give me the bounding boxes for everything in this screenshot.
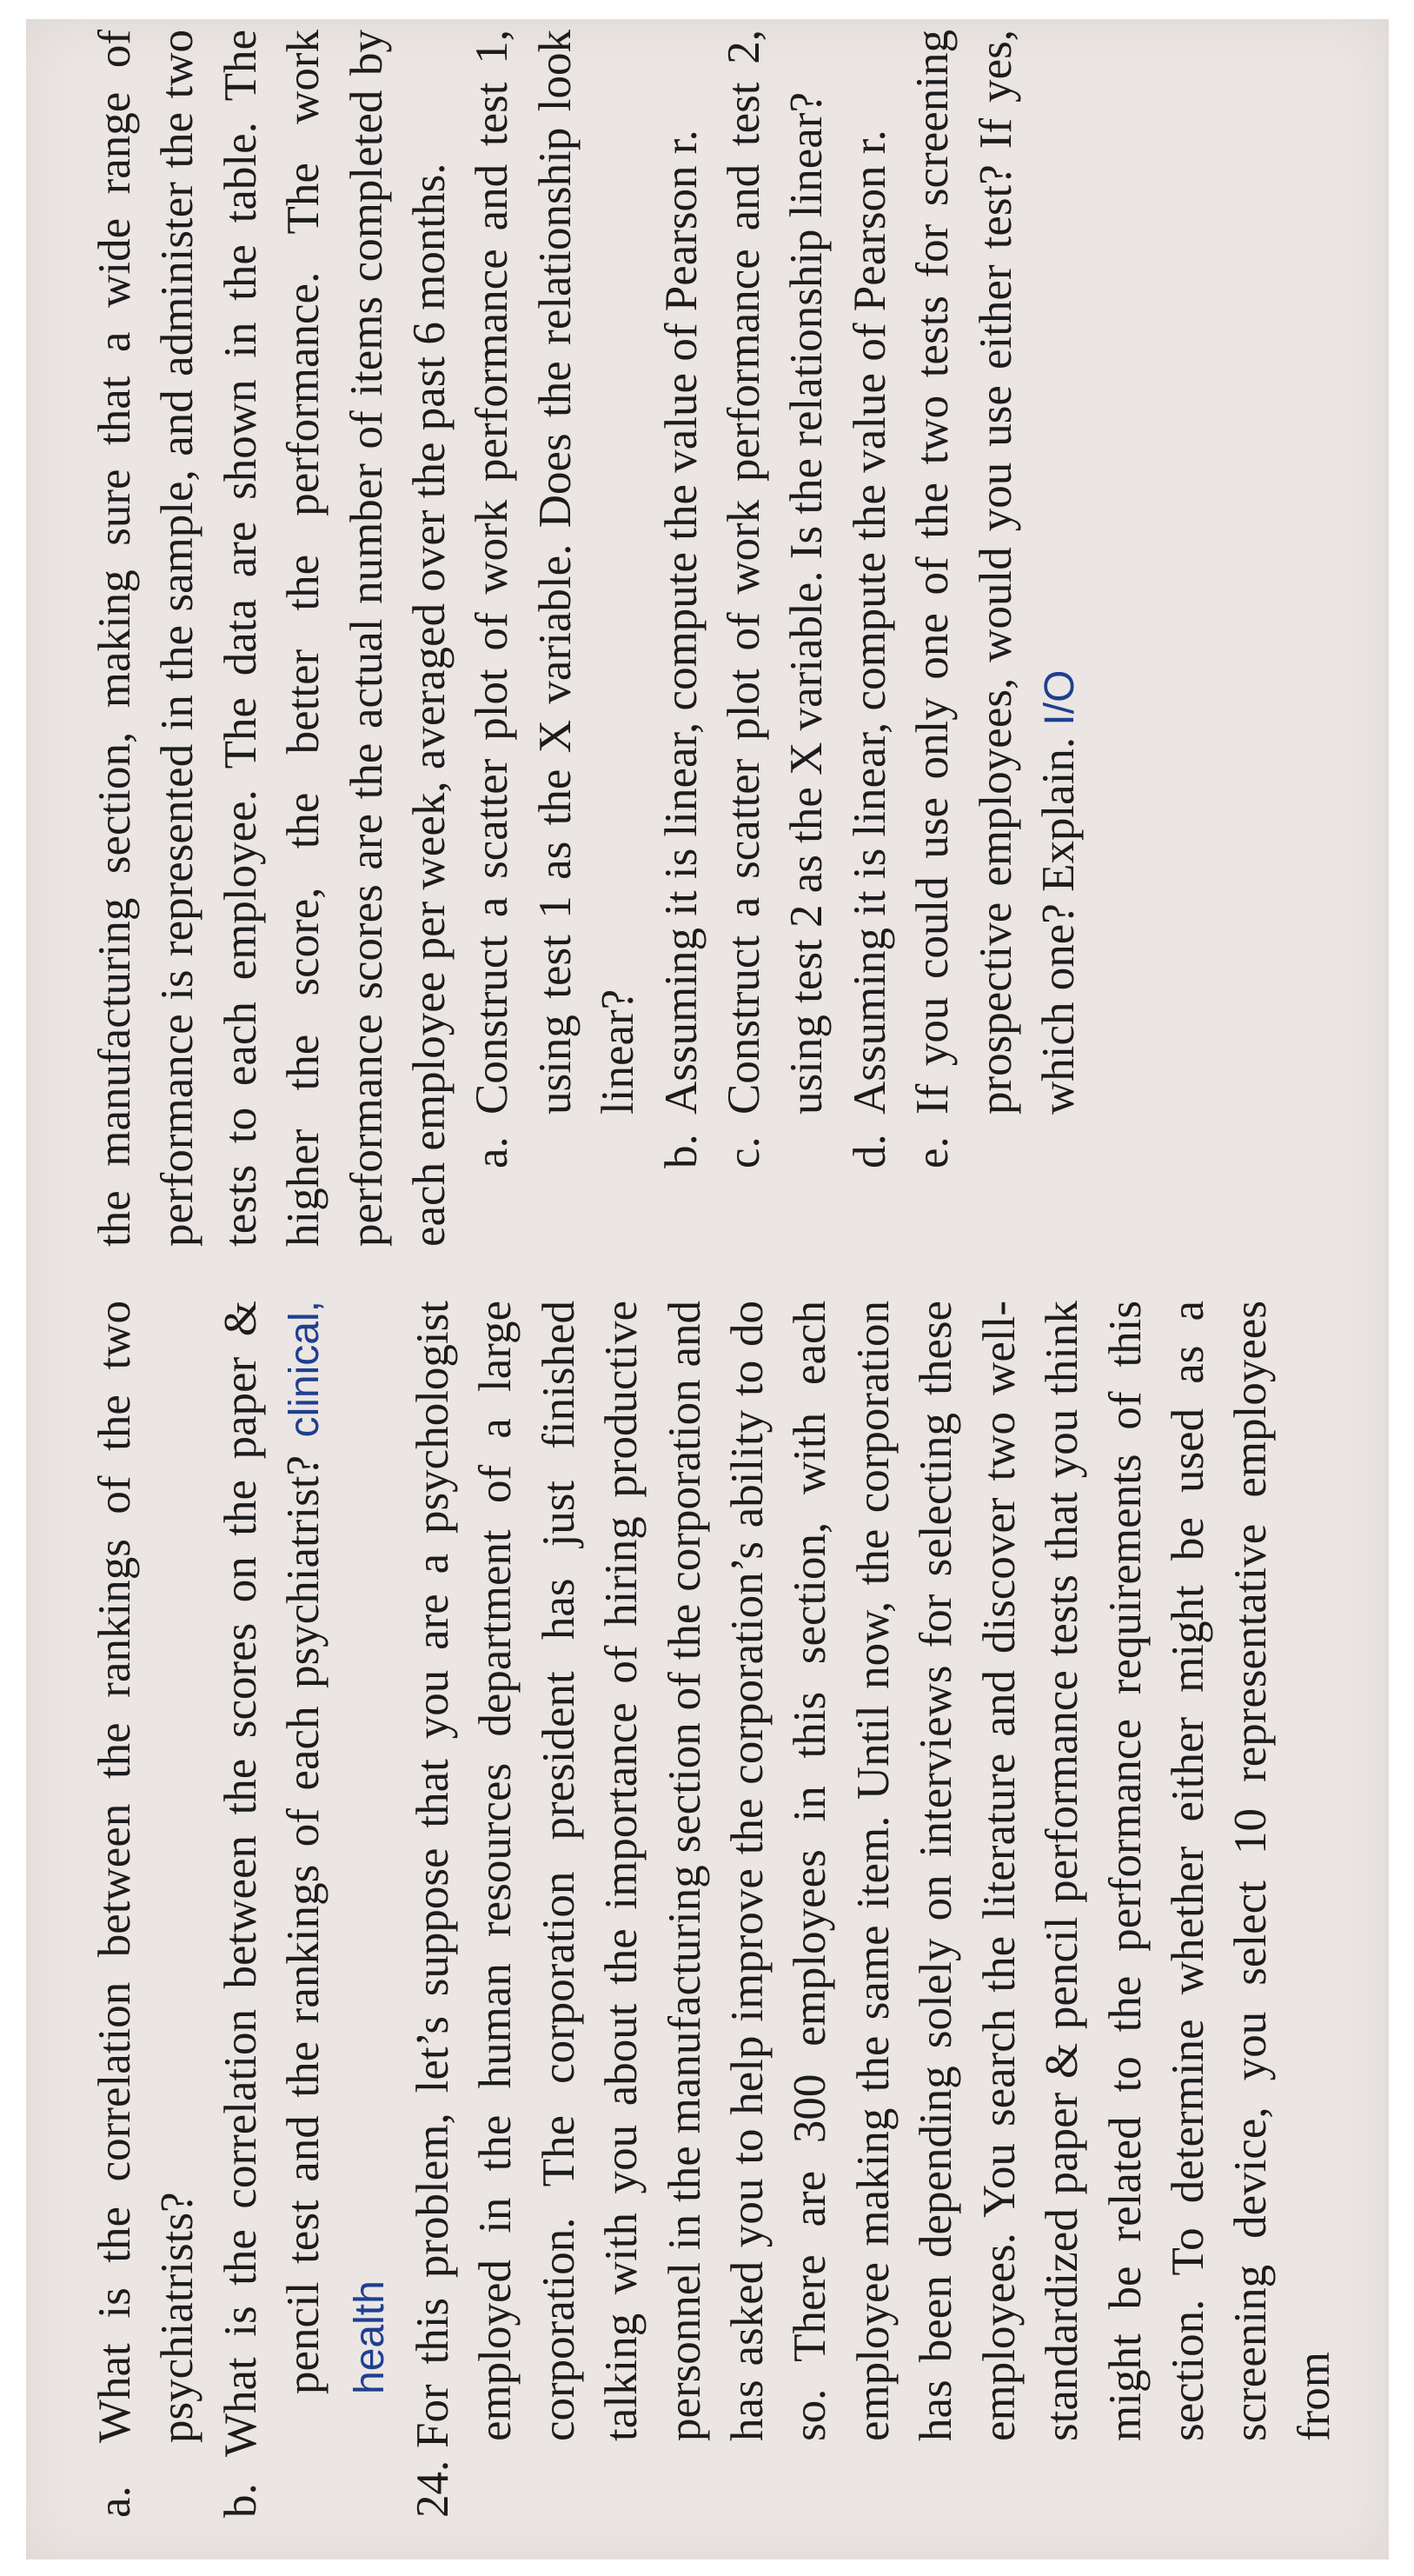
item-a-text: What is the correlation between the rankings of the two psychiatrists?: [90, 1301, 203, 2443]
left-column: [83, 1301, 1345, 2518]
handwritten-annotation-clinical-health: clinical, health: [282, 1301, 393, 2394]
part-b-text: Assuming it is linear, compute the value of Pearson r.: [655, 130, 707, 1115]
part-d: [839, 30, 901, 1247]
question-24: [402, 1301, 1345, 2518]
question-24-number: 24.: [408, 2460, 459, 2518]
part-c-text: Construct a scatter plot of work performance and test 2, using test 2 as the X variable. Is the relationship linear?: [719, 30, 833, 1115]
item-a-label: a.: [90, 2486, 140, 2518]
item-a: [83, 1301, 209, 2518]
handwritten-annotation-io: I/O: [1037, 669, 1084, 726]
part-e-text: If you could use only one of the two tests for screening prospective employees, would you use either test? If yes, which one? Explain.: [907, 30, 1085, 1115]
item-b-text: What is the correlation between the scores on the paper & pencil test and the rankings of each psychiatrist?: [215, 1301, 329, 2457]
question-24-text: For this problem, let’s suppose that you are a psychologist employed in the human resources department of a large corporation. The corporation president has just finished talking with you about the importance of hiring productive personnel in the manufacturing section of the corporation and has asked you to help improve the corporation’s ability to do so. There are 300 employees in this section, with each employee making the same item. Until now, the corporation has been depending solely on interviews for selecting these employees. You search the literature and discover two well-standardized paper & pencil performance tests that you think might be related to the performance requirements of this section. To determine whether either might be used as a screening device, you select 10 representative employees from: [408, 1301, 1339, 2448]
part-c: [713, 30, 839, 1247]
part-d-text: Assuming it is linear, compute the value of Pearson r.: [844, 130, 895, 1115]
part-d-label: d.: [844, 1134, 895, 1168]
part-b-label: b.: [655, 1134, 707, 1168]
item-b: [209, 1301, 402, 2518]
part-e: [901, 30, 1092, 1247]
right-column: [83, 30, 1092, 1247]
rotated-text-layer: [26, 19, 1389, 2559]
part-c-label: c.: [719, 1136, 770, 1168]
part-e-label: e.: [907, 1136, 959, 1168]
question-24-continuation: the manufacturing section, making sure that a wide range of performance is represented in the sample, and administer the two tests to each employee. The data are shown in the table. The higher the score, the better the performance. The work performance scores are the actual number of items completed by each employee per week, averaged over the past 6 months.: [90, 30, 455, 1247]
part-b: [650, 30, 713, 1247]
part-a-text: Construct a scatter plot of work performance and test 1, using test 1 as the X variable. Does the relationship look linear?: [467, 30, 644, 1115]
item-b-label: b.: [215, 2483, 266, 2518]
textbook-page: [26, 19, 1389, 2559]
part-a-label: a.: [467, 1136, 518, 1168]
part-a: [461, 30, 649, 1247]
